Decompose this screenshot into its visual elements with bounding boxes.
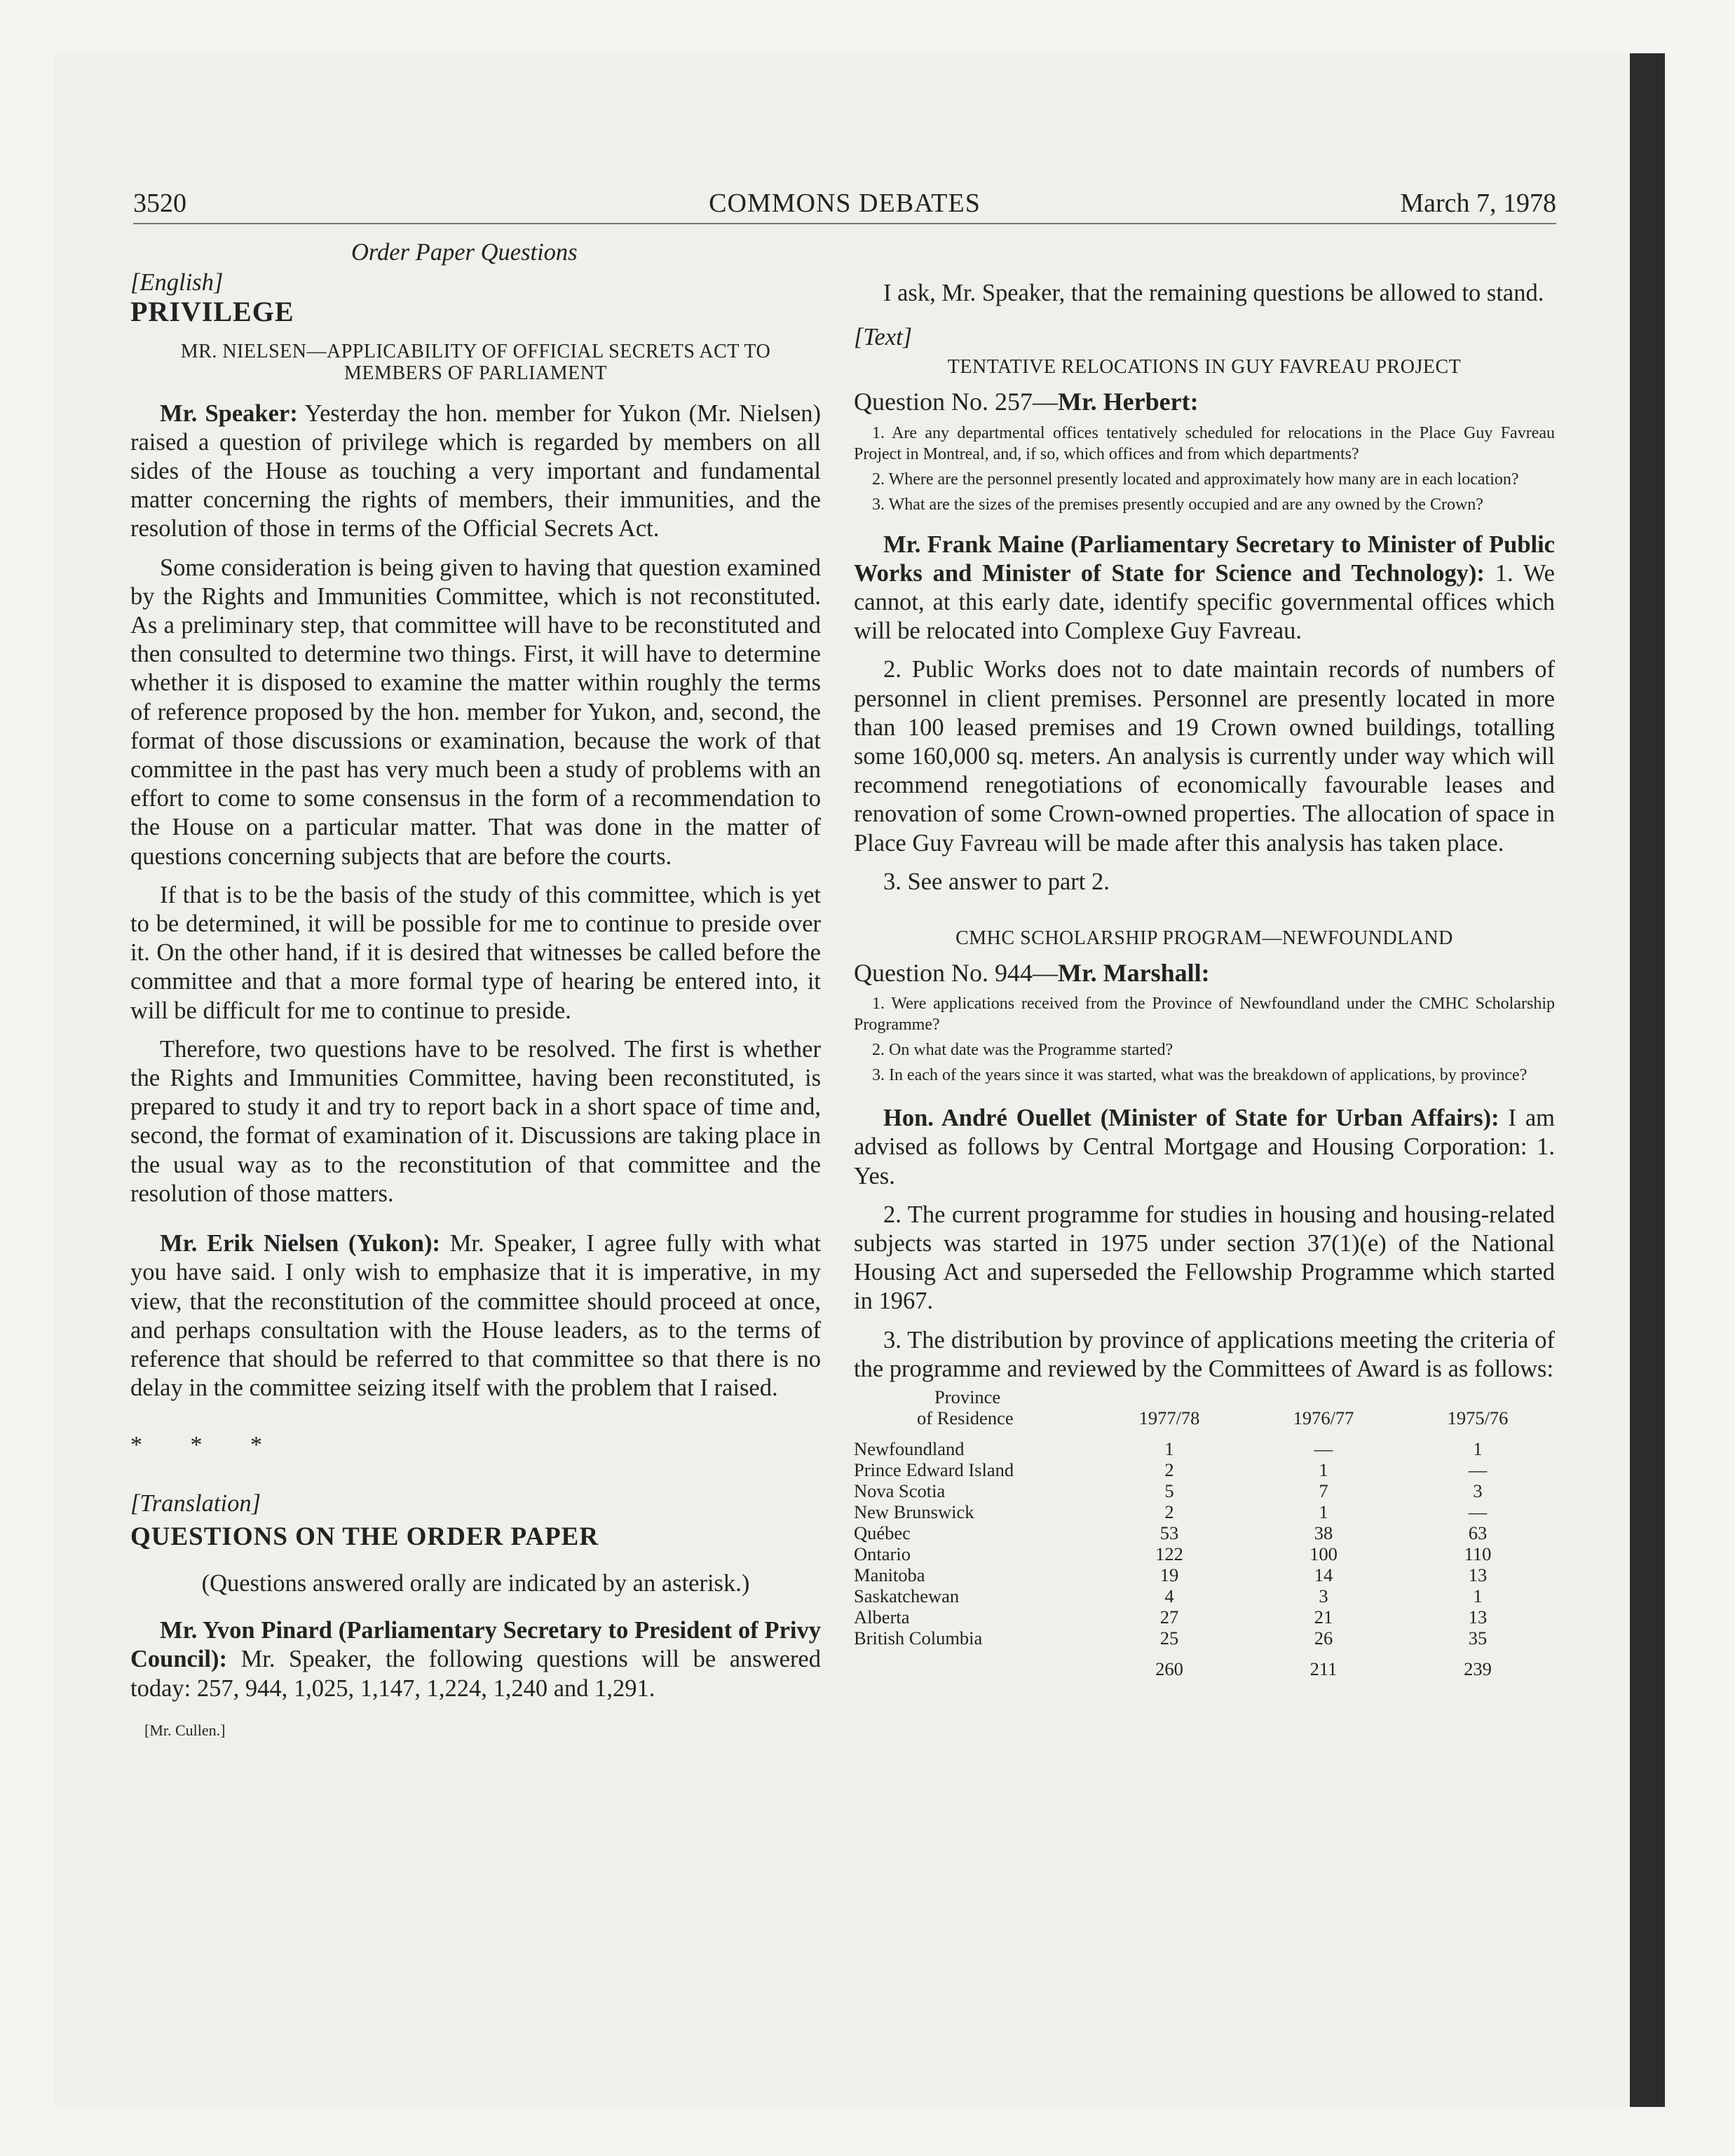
count-cell: 5 [1164,1480,1174,1502]
table-row [854,1501,1555,1522]
province-cell: Nova Scotia [854,1480,946,1502]
pinard-paragraph: Mr. Yvon Pinard (Parliamentary Secretary to President of Privy Council): Mr. Speaker, the following questions will be answered today: 257, 944, 1,025, 1,147, 1,224, 1,240 and 1,291. [130,1617,821,1702]
question-257: Question No. 257—Mr. Herbert: [854,388,1199,416]
count-cell: 1 [1473,1585,1483,1607]
maine-answer-3: 3. See answer to part 2. [883,868,1110,895]
ouellet-answer-2: 2. The current programme for studies in housing and housing-related subjects was started in 1975 under section 37(1)(e) of the National Housing Act and superseded the Fellowship Programme which started in 1967. [854,1201,1555,1315]
province-cell: Prince Edward Island [854,1459,1014,1481]
question-257-item: 1. Are any departmental offices tentatively scheduled for relocations in the Place Guy Favreau Project in Montreal, and, if so, which offices and from which departments? [854,423,1555,463]
count-cell: — [1468,1459,1488,1481]
count-cell: 27 [1159,1606,1179,1628]
count-cell: 26 [1314,1628,1333,1649]
section-separator: * * * [130,1432,283,1459]
table-row [854,1459,1555,1480]
totals-row [854,1649,1555,1679]
count-cell: 2 [1164,1501,1174,1523]
province-cell: Saskatchewan [854,1585,960,1607]
ouellet-answer-3: 3. The distribution by province of applications meeting the criteria of the programme and reviewed by the Committees of Award is as follows: [854,1326,1555,1382]
count-cell: 122 [1155,1543,1183,1565]
count-cell: 7 [1319,1480,1328,1502]
scholarship-heading: CMHC SCHOLARSHIP PROGRAM—NEWFOUNDLAND [955,927,1453,950]
right-column [854,279,1555,1679]
page-header [133,184,1556,224]
page-number: 3520 [133,189,186,218]
count-cell: 1 [1319,1459,1328,1481]
maine-answer-2: 2. Public Works does not to date maintain records of numbers of personnel in client premises. Personnel are presently located in more than 100 leased premises and 19 Crown owned buildings, totalling some 160,000 sq. meters. An analysis is currently under way which will recommend renegotiations of economically favourable leases and renovation of some Crown-owned properties. The allocation of space in Place Guy Favreau will be made after this analysis has taken place. [854,656,1555,857]
province-cell: Québec [854,1522,911,1544]
count-cell: 3 [1319,1585,1328,1607]
count-cell: 1 [1164,1438,1174,1460]
count-cell: 21 [1314,1606,1333,1628]
speaker-paragraph-1: Mr. Speaker: Yesterday the hon. member for Yukon (Mr. Nielsen) raised a question of privilege which is regarded by members on all sides of the House as touching a very important and fundamental matter concerning the rights of members, their immunities, and the resolution of those in terms of the Official Secrets Act. [130,400,821,543]
nielsen-paragraph: Mr. Erik Nielsen (Yukon): Mr. Speaker, I agree fully with what you have said. I only wish to emphasize that it is imperative, in my view, that the reconstitution of the committee should proceed at once, and perhaps consultation with the House leaders, as to the terms of reference that should be referred to that committee so that there is no delay in the committee seizing itself with the problem that I raised. [130,1230,822,1402]
year-column-header: 1975/76 [1447,1407,1509,1429]
table-row [854,1628,1555,1649]
province-column-header: Province of Residence [917,1386,1014,1429]
count-cell: 13 [1468,1606,1488,1628]
table-row [854,1438,1555,1459]
count-cell: 35 [1468,1628,1488,1649]
maine-answer: Mr. Frank Maine (Parliamentary Secretary to Minister of Public Works and Minister of State for Science and Technology): 1. We cannot, at this early date, identify specific governmental offices which will be relocated into Complexe Guy Favreau. [854,531,1555,645]
language-tag: [English] [130,269,224,296]
publication-title: COMMONS DEBATES [709,189,981,218]
question-257-item: 3. What are the sizes of the premises presently occupied and are any owned by the Crown? [872,495,1483,514]
speaker-paragraph-2: Some consideration is being given to having that question examined by the Rights and Immunities Committee, which is not reconstituted. As a preliminary step, that committee will have to be reconstituted and then consulted to determine two things. First, it will have to determine whether it is disposed to examine the matter within roughly the terms of reference proposed by the hon. member for Yukon, and, second, the format of those discussions or examination, because the work of that committee in the past has very much been a study of problems with an effort to come to some consensus in the form of a recommendation to the House on a particular matter. That was done in the matter of questions concerning subjects that are before the courts. [130,554,821,870]
count-cell: 110 [1464,1543,1492,1565]
count-cell: 38 [1314,1522,1333,1544]
applications-table [854,1386,1555,1679]
section-title: Order Paper Questions [351,239,578,266]
count-cell: 25 [1159,1628,1179,1649]
table-row [854,1522,1555,1543]
speaker-name: Mr. Frank Maine (Parliamentary Secretary to Minister of Public Works and Minister of State for Science and Technology): [854,531,1555,587]
question-944-item: 1. Were applications received from the Province of Newfoundland under the CMHC Scholarship Programme? [854,995,1555,1035]
count-cell: 13 [1468,1564,1488,1586]
text-tag: [Text] [854,324,913,351]
province-cell: British Columbia [854,1628,983,1649]
total-cell: 211 [1309,1658,1338,1680]
relocations-heading: TENTATIVE RELOCATIONS IN GUY FAVREAU PROJECT [947,356,1462,378]
speaker-paragraph-4: Therefore, two questions have to be resolved. The first is whether the Rights and Immunities Committee, having been reconstituted, is prepared to study it and try to report back in a short space of time and, second, the format of examination of it. Discussions are taking place in the usual way as to the reconstitution of that committee and the resolution of those matters. [130,1035,821,1207]
count-cell: 2 [1164,1459,1174,1481]
privilege-subheading: MR. NIELSEN—APPLICABILITY OF OFFICIAL SECRETS ACT TO MEMBERS OF PARLIAMENT [180,340,771,384]
table-body [854,1438,1555,1679]
province-cell: New Brunswick [854,1501,974,1523]
total-cell: 260 [1155,1658,1183,1680]
asterisk-note: (Questions answered orally are indicated by an asterisk.) [201,1569,750,1597]
scan-edge-bar [1630,53,1665,2107]
publication-date: March 7, 1978 [1400,189,1556,218]
question-257-item: 2. Where are the personnel presently located and approximately how many are in each location? [872,470,1519,489]
question-944: Question No. 944—Mr. Marshall: [854,959,1210,988]
province-cell: Alberta [854,1606,910,1628]
count-cell: 1 [1473,1438,1483,1460]
province-cell: Ontario [854,1543,911,1565]
table-row [854,1606,1555,1628]
count-cell: 1 [1319,1501,1328,1523]
count-cell: 14 [1314,1564,1333,1586]
table-row [854,1543,1555,1564]
left-column [130,238,821,1745]
count-cell: 63 [1468,1522,1488,1544]
province-cell: Manitoba [854,1564,925,1586]
footer-note: [Mr. Cullen.] [144,1721,226,1739]
speaker-name: Mr. Speaker: [160,400,298,427]
right-paragraph-1: I ask, Mr. Speaker, that the remaining questions be allowed to stand. [883,280,1544,306]
speaker-name: Mr. Yvon Pinard (Parliamentary Secretary to President of Privy Council): [130,1617,821,1673]
table-row [854,1480,1555,1501]
count-cell: 4 [1164,1585,1174,1607]
speaker-name: Hon. André Ouellet (Minister of State for Urban Affairs): [883,1105,1499,1132]
translation-tag: [Translation] [130,1489,261,1517]
year-column-header: 1977/78 [1138,1407,1200,1429]
count-cell: — [1468,1501,1488,1523]
year-column-header: 1976/77 [1293,1407,1354,1429]
table-row [854,1585,1555,1606]
questions-heading: QUESTIONS ON THE ORDER PAPER [130,1522,599,1551]
count-cell: 100 [1309,1543,1338,1565]
count-cell: — [1314,1438,1333,1460]
count-cell: 53 [1159,1522,1179,1544]
ouellet-answer: Hon. André Ouellet (Minister of State for Urban Affairs): I am advised as follows by Central Mortgage and Housing Corporation: 1. Yes. [854,1105,1555,1189]
total-cell: 239 [1464,1658,1492,1680]
question-944-item: 2. On what date was the Programme started? [872,1041,1173,1060]
province-cell: Newfoundland [854,1438,965,1460]
question-944-item: 3. In each of the years since it was started, what was the breakdown of applications, by province? [872,1066,1528,1085]
table-row [854,1564,1555,1585]
speaker-paragraph-3: If that is to be the basis of the study of this committee, which is yet to be determined, it will be possible for me to continue to preside over it. On the other hand, if it is desired that witnesses be called before the committee and that a more formal type of hearing be entered into, it will be difficult for me to continue to preside. [130,881,821,1024]
count-cell: 19 [1159,1564,1179,1586]
count-cell: 3 [1473,1480,1483,1502]
privilege-heading: PRIVILEGE [130,296,294,328]
speaker-name: Mr. Erik Nielsen (Yukon): [160,1230,440,1257]
